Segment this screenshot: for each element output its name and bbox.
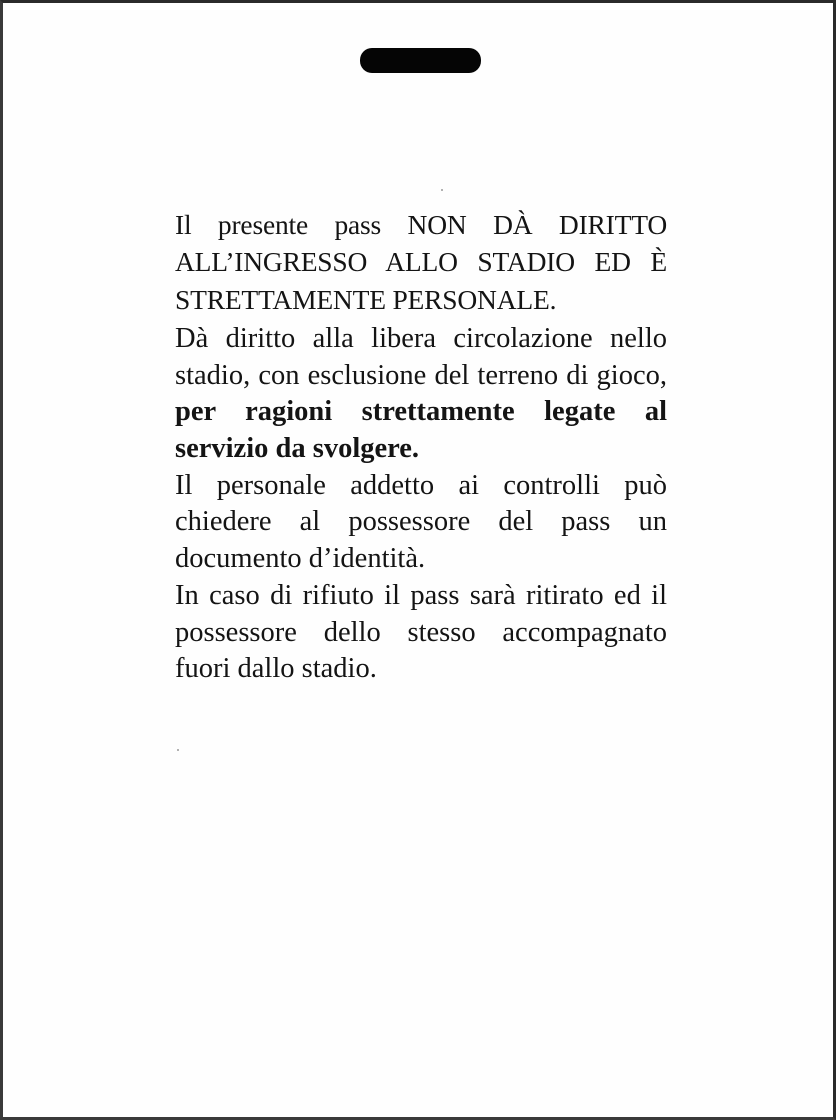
paragraph-refusal: In caso di rifiuto il pass sarà ritirato ed il possessore dello stesso accompagnato fuori dallo stadio.: [175, 579, 667, 685]
paragraph-controls: Il personale addetto ai controlli può chiedere al possessore del pass un documento d’identità.: [175, 469, 667, 575]
paragraph-circulation: [175, 321, 667, 468]
pass-text: [175, 206, 667, 688]
circulation-text-bold: per ragioni strettamente legate al servizio da svolgere.: [175, 396, 667, 464]
speck: [441, 189, 443, 191]
paragraph-notice: Il presente pass NON DÀ DIRITTO ALL’INGRESSO ALLO STADIO ED È STRETTAMENTE PERSONALE.: [175, 209, 667, 315]
lanyard-slot: [360, 48, 481, 73]
circulation-text: Dà diritto alla libera circolazione nello stadio, con esclusione del terreno di gioco,: [175, 322, 667, 391]
speck: [177, 749, 179, 751]
